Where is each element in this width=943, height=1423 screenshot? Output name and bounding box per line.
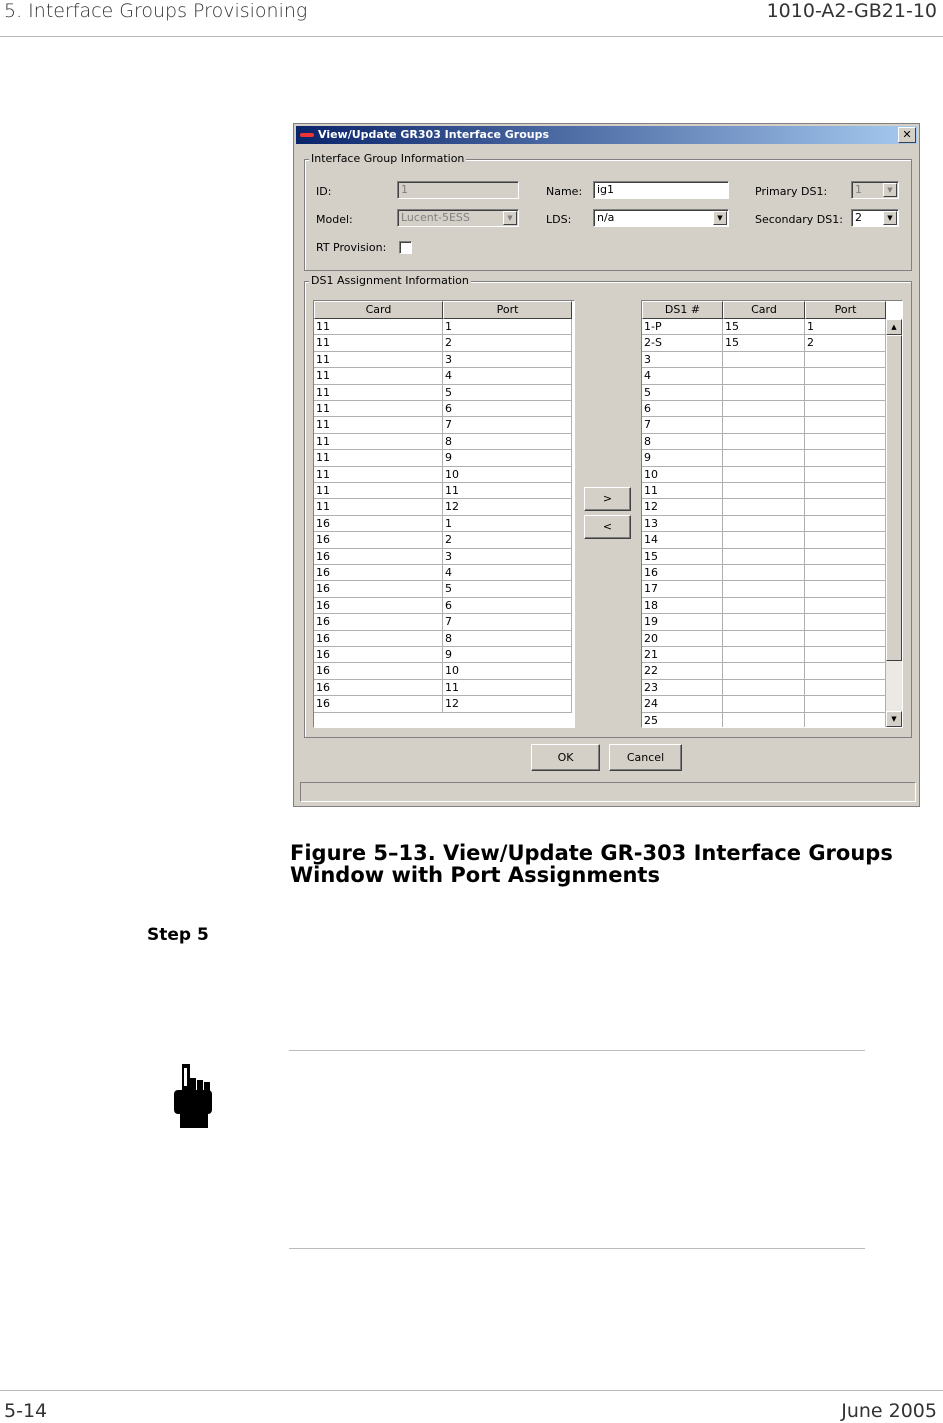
right-cell[interactable]: 20 — [642, 631, 723, 647]
right-cell[interactable] — [723, 516, 805, 532]
left-cell[interactable]: 11 — [314, 467, 443, 483]
right-cell[interactable] — [723, 434, 805, 450]
step-label: Step 5 — [147, 925, 209, 945]
right-cell[interactable] — [805, 516, 886, 532]
right-cell[interactable] — [723, 385, 805, 401]
left-cell[interactable]: 16 — [314, 532, 443, 548]
right-cell[interactable]: 3 — [642, 352, 723, 368]
right-cell[interactable]: 25 — [642, 713, 723, 728]
secondary-ds1-value: 2 — [855, 211, 862, 224]
right-cell[interactable]: 19 — [642, 614, 723, 630]
right-cell[interactable] — [723, 614, 805, 630]
left-cell[interactable]: 6 — [443, 598, 572, 614]
left-cell[interactable]: 3 — [443, 549, 572, 565]
left-cell[interactable]: 11 — [314, 319, 443, 335]
close-button[interactable]: ✕ — [898, 127, 916, 143]
right-cell[interactable]: 15 — [723, 319, 805, 335]
right-cell[interactable] — [805, 499, 886, 515]
left-cell[interactable]: 16 — [314, 663, 443, 679]
right-cell[interactable]: 12 — [642, 499, 723, 515]
right-cell[interactable] — [723, 713, 805, 728]
primary-ds1-value: 1 — [855, 183, 862, 196]
right-cell[interactable]: 7 — [642, 417, 723, 433]
group-info-legend: Interface Group Information — [311, 152, 465, 165]
left-cell[interactable]: 8 — [443, 434, 572, 450]
header-rule — [0, 36, 943, 37]
left-cell[interactable]: 11 — [443, 483, 572, 499]
right-cell[interactable]: 23 — [642, 680, 723, 696]
left-cell[interactable]: 16 — [314, 516, 443, 532]
chevron-down-icon[interactable]: ▼ — [883, 183, 897, 197]
left-cell[interactable]: 11 — [314, 417, 443, 433]
chevron-down-icon[interactable]: ▼ — [883, 211, 897, 225]
left-cell[interactable]: 9 — [443, 450, 572, 466]
page-header-section: 5. Interface Groups Provisioning — [4, 0, 308, 22]
left-cell[interactable]: 7 — [443, 417, 572, 433]
chevron-down-icon[interactable]: ▼ — [713, 211, 727, 225]
right-cell[interactable] — [723, 417, 805, 433]
right-cell[interactable] — [723, 467, 805, 483]
right-cell[interactable]: 14 — [642, 532, 723, 548]
left-cell[interactable]: 11 — [314, 352, 443, 368]
left-cell[interactable]: 16 — [314, 631, 443, 647]
left-cell[interactable]: 7 — [443, 614, 572, 630]
right-cell[interactable] — [805, 450, 886, 466]
right-cell[interactable] — [805, 631, 886, 647]
chevron-down-icon[interactable]: ▼ — [503, 211, 517, 225]
page-number: 5-14 — [4, 1400, 48, 1422]
right-cell[interactable] — [723, 663, 805, 679]
right-cell[interactable]: 6 — [642, 401, 723, 417]
right-cell[interactable]: 2-S — [642, 335, 723, 351]
right-cell[interactable]: 15 — [642, 549, 723, 565]
left-cell[interactable]: 1 — [443, 319, 572, 335]
right-cell[interactable] — [805, 696, 886, 712]
left-cell[interactable]: 10 — [443, 663, 572, 679]
footer-rule — [0, 1390, 943, 1391]
right-cell[interactable]: 17 — [642, 581, 723, 597]
right-header-0[interactable]: DS1 # — [642, 301, 723, 319]
right-cell[interactable] — [805, 417, 886, 433]
right-cell[interactable] — [805, 467, 886, 483]
left-cell[interactable]: 11 — [314, 368, 443, 384]
right-cell[interactable]: 1-P — [642, 319, 723, 335]
right-cell[interactable] — [805, 352, 886, 368]
right-cell[interactable] — [723, 450, 805, 466]
left-cell[interactable]: 6 — [443, 401, 572, 417]
left-cell[interactable]: 16 — [314, 549, 443, 565]
interface-group-info-box — [304, 152, 912, 271]
right-cell[interactable]: 8 — [642, 434, 723, 450]
right-cell[interactable] — [805, 483, 886, 499]
left-cell[interactable]: 16 — [314, 565, 443, 581]
primary-ds1-label: Primary DS1: — [755, 185, 828, 198]
available-ports-table[interactable] — [313, 300, 575, 728]
right-cell[interactable] — [723, 401, 805, 417]
scroll-down-icon[interactable]: ▼ — [886, 711, 902, 727]
right-cell[interactable]: 11 — [642, 483, 723, 499]
right-cell[interactable]: 16 — [642, 565, 723, 581]
left-cell[interactable]: 16 — [314, 614, 443, 630]
left-cell[interactable]: 16 — [314, 581, 443, 597]
left-cell[interactable]: 8 — [443, 631, 572, 647]
left-cell[interactable]: 11 — [314, 483, 443, 499]
left-header-0[interactable]: Card — [314, 301, 443, 319]
right-cell[interactable]: 4 — [642, 368, 723, 384]
left-cell[interactable]: 5 — [443, 385, 572, 401]
left-cell[interactable]: 16 — [314, 696, 443, 712]
model-label: Model: — [316, 213, 353, 226]
name-field[interactable]: ig1 — [593, 181, 729, 199]
scroll-up-icon[interactable]: ▲ — [886, 319, 902, 335]
right-cell[interactable]: 2 — [805, 335, 886, 351]
right-cell[interactable] — [805, 614, 886, 630]
right-cell[interactable] — [805, 565, 886, 581]
right-cell[interactable] — [723, 483, 805, 499]
assigned-ds1-table[interactable] — [641, 300, 903, 728]
left-cell[interactable]: 11 — [314, 434, 443, 450]
unassign-button[interactable]: < — [584, 515, 631, 539]
right-cell[interactable]: 15 — [723, 335, 805, 351]
caption-line-1: Figure 5–13. View/Update GR-303 Interface Groups — [290, 841, 893, 865]
left-cell[interactable]: 11 — [314, 385, 443, 401]
left-cell[interactable]: 2 — [443, 532, 572, 548]
right-cell[interactable] — [805, 647, 886, 663]
right-cell[interactable] — [723, 532, 805, 548]
id-field[interactable]: 1 — [397, 181, 519, 199]
note-rule-top — [289, 1050, 865, 1051]
right-cell[interactable] — [723, 565, 805, 581]
left-header-1[interactable]: Port — [443, 301, 572, 319]
right-cell[interactable]: 10 — [642, 467, 723, 483]
right-cell[interactable] — [805, 598, 886, 614]
right-cell[interactable] — [805, 680, 886, 696]
note-rule-bottom — [289, 1248, 865, 1249]
right-header-2[interactable]: Port — [805, 301, 886, 319]
app-icon — [300, 133, 314, 137]
right-cell[interactable]: 9 — [642, 450, 723, 466]
left-cell[interactable]: 9 — [443, 647, 572, 663]
name-label: Name: — [546, 185, 583, 198]
left-cell[interactable]: 4 — [443, 368, 572, 384]
right-cell[interactable] — [805, 581, 886, 597]
lds-select[interactable] — [593, 209, 729, 227]
rt-provision-checkbox[interactable] — [399, 241, 412, 254]
page-header-docnum: 1010-A2-GB21-10 — [766, 0, 937, 22]
right-cell[interactable] — [723, 581, 805, 597]
left-cell[interactable]: 16 — [314, 680, 443, 696]
left-cell[interactable]: 4 — [443, 565, 572, 581]
left-cell[interactable]: 2 — [443, 335, 572, 351]
model-value: Lucent-5ESS — [401, 211, 470, 224]
dialog-title: View/Update GR303 Interface Groups — [318, 128, 550, 141]
right-cell[interactable] — [723, 499, 805, 515]
rt-provision-label: RT Provision: — [316, 241, 387, 254]
vertical-scrollbar[interactable] — [886, 319, 902, 727]
left-cell[interactable]: 11 — [314, 335, 443, 351]
model-select[interactable] — [397, 209, 519, 227]
figure-caption — [290, 842, 910, 886]
lds-value: n/a — [597, 211, 615, 224]
right-cell[interactable]: 24 — [642, 696, 723, 712]
cancel-button[interactable]: Cancel — [609, 744, 682, 771]
left-cell[interactable]: 5 — [443, 581, 572, 597]
right-header-1[interactable]: Card — [723, 301, 805, 319]
primary-ds1-select[interactable] — [851, 181, 899, 199]
right-cell[interactable]: 5 — [642, 385, 723, 401]
scroll-thumb[interactable] — [886, 335, 902, 661]
left-cell[interactable]: 11 — [443, 680, 572, 696]
right-cell[interactable] — [723, 352, 805, 368]
right-cell[interactable]: 22 — [642, 663, 723, 679]
left-cell[interactable]: 11 — [314, 450, 443, 466]
status-bar — [300, 782, 916, 802]
left-cell[interactable]: 10 — [443, 467, 572, 483]
right-cell[interactable] — [805, 434, 886, 450]
right-cell[interactable] — [805, 532, 886, 548]
right-cell[interactable] — [805, 385, 886, 401]
right-cell[interactable]: 18 — [642, 598, 723, 614]
pointing-hand-icon — [168, 1062, 216, 1130]
assign-button[interactable]: > — [584, 487, 631, 511]
left-cell[interactable]: 12 — [443, 499, 572, 515]
left-cell[interactable]: 11 — [314, 499, 443, 515]
right-cell[interactable] — [805, 713, 886, 728]
ds1-assignment-box — [304, 274, 912, 738]
left-cell[interactable]: 16 — [314, 598, 443, 614]
right-cell[interactable] — [805, 401, 886, 417]
secondary-ds1-select[interactable] — [851, 209, 899, 227]
left-cell[interactable]: 12 — [443, 696, 572, 712]
right-cell[interactable] — [723, 549, 805, 565]
right-cell[interactable]: 21 — [642, 647, 723, 663]
right-cell[interactable] — [805, 368, 886, 384]
interface-groups-dialog — [293, 123, 920, 807]
ok-button[interactable]: OK — [531, 744, 600, 771]
right-cell[interactable]: 1 — [805, 319, 886, 335]
page-date: June 2005 — [841, 1400, 937, 1422]
right-cell[interactable]: 13 — [642, 516, 723, 532]
right-cell[interactable] — [723, 368, 805, 384]
right-cell[interactable] — [723, 631, 805, 647]
right-cell[interactable] — [723, 696, 805, 712]
right-cell[interactable] — [723, 598, 805, 614]
left-cell[interactable]: 3 — [443, 352, 572, 368]
left-cell[interactable]: 1 — [443, 516, 572, 532]
ds1-assignment-legend: DS1 Assignment Information — [311, 274, 469, 287]
left-cell[interactable]: 11 — [314, 401, 443, 417]
id-label: ID: — [316, 185, 332, 198]
left-cell[interactable]: 16 — [314, 647, 443, 663]
right-cell[interactable] — [805, 549, 886, 565]
dialog-titlebar — [296, 126, 917, 144]
secondary-ds1-label: Secondary DS1: — [755, 213, 843, 226]
right-cell[interactable] — [805, 663, 886, 679]
caption-line-2: Window with Port Assignments — [290, 863, 660, 887]
right-cell[interactable] — [723, 680, 805, 696]
lds-label: LDS: — [546, 213, 572, 226]
right-cell[interactable] — [723, 647, 805, 663]
